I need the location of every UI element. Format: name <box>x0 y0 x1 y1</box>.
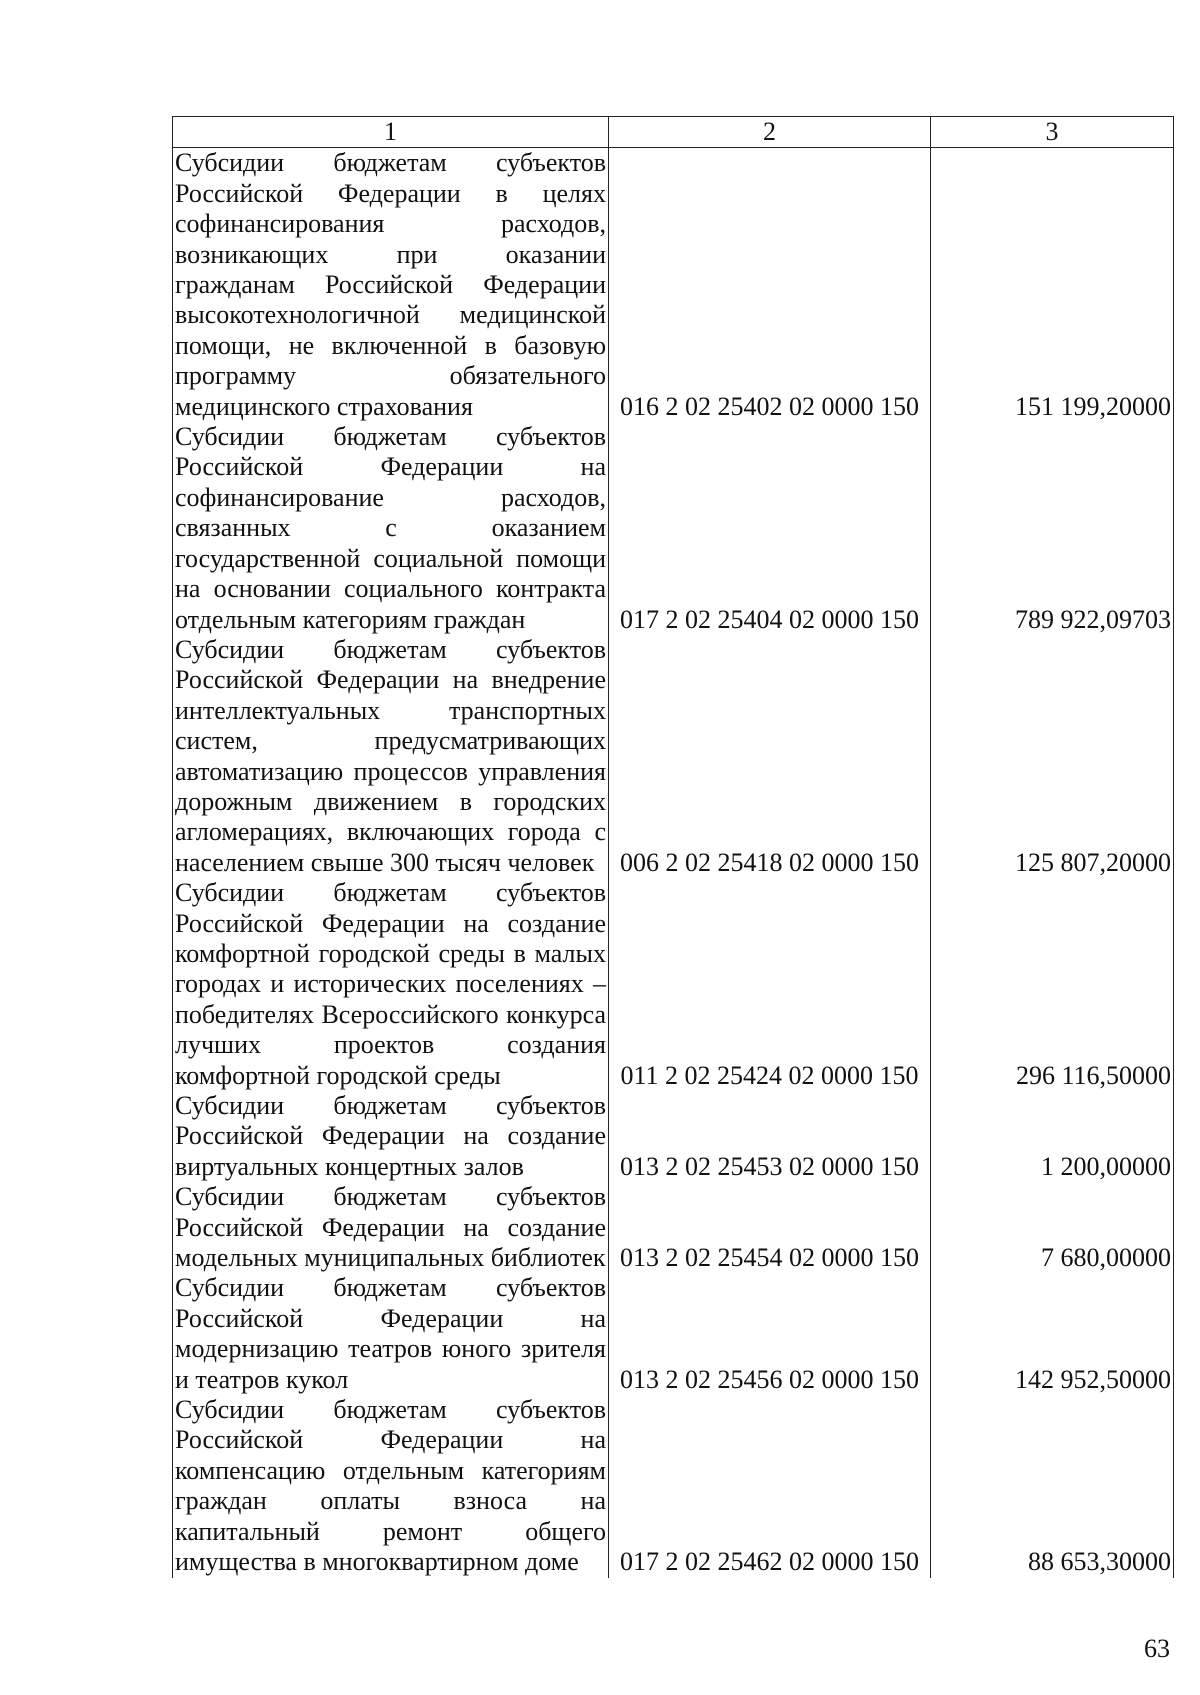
table-row <box>173 1395 1174 1577</box>
table-row <box>173 1182 1174 1273</box>
table-row <box>173 148 1174 422</box>
table-row <box>173 422 1174 635</box>
row-budget-code: 017 2 02 25462 02 0000 150 <box>609 1395 931 1577</box>
column-header-2: 2 <box>609 117 931 148</box>
page-number: 63 <box>1144 1634 1170 1663</box>
column-header-3: 3 <box>931 117 1174 148</box>
row-amount: 7 680,00000 <box>931 1182 1174 1273</box>
row-budget-code: 016 2 02 25402 02 0000 150 <box>609 148 931 422</box>
row-budget-code: 013 2 02 25454 02 0000 150 <box>609 1182 931 1273</box>
row-amount: 151 199,20000 <box>931 148 1174 422</box>
table-row <box>173 1273 1174 1395</box>
row-amount: 789 922,09703 <box>931 422 1174 635</box>
row-amount: 125 807,20000 <box>931 635 1174 878</box>
row-description: Субсидии бюджетам субъектов Российской Федерации на создание комфортной городской среды в малых городах и исторических поселениях – победителях Всероссийского конкурса лучших проектов создания комфортной городской среды <box>173 878 609 1091</box>
row-description: Субсидии бюджетам субъектов Российской Федерации на компенсацию отдельным категориям граждан оплаты взноса на капитальный ремонт общего имущества в многоквартирном доме <box>173 1395 609 1577</box>
table-row <box>173 1091 1174 1182</box>
table-header-row <box>173 117 1174 148</box>
row-budget-code: 006 2 02 25418 02 0000 150 <box>609 635 931 878</box>
row-budget-code: 017 2 02 25404 02 0000 150 <box>609 422 931 635</box>
table-row <box>173 635 1174 878</box>
row-amount: 1 200,00000 <box>931 1091 1174 1182</box>
budget-table <box>172 116 1174 1578</box>
column-header-1: 1 <box>173 117 609 148</box>
row-description: Субсидии бюджетам субъектов Российской Федерации на модернизацию театров юного зрителя и театров кукол <box>173 1273 609 1395</box>
row-budget-code: 011 2 02 25424 02 0000 150 <box>609 878 931 1091</box>
row-amount: 88 653,30000 <box>931 1395 1174 1577</box>
row-description: Субсидии бюджетам субъектов Российской Федерации на внедрение интеллектуальных транспортных систем, предусматривающих автоматизацию процессов управления дорожным движением в городских агломерациях, включающих города с населением свыше 300 тысяч человек <box>173 635 609 878</box>
row-description: Субсидии бюджетам субъектов Российской Федерации на софинансирование расходов, связанных с оказанием государственной социальной помощи на основании социального контракта отдельным категориям граждан <box>173 422 609 635</box>
row-description: Субсидии бюджетам субъектов Российской Федерации в целях софинансирования расходов, возникающих при оказании гражданам Российской Федерации высокотехнологичной медицинской помощи, не включенной в базовую программу обязательного медицинского страхования <box>173 148 609 422</box>
row-budget-code: 013 2 02 25456 02 0000 150 <box>609 1273 931 1395</box>
row-description: Субсидии бюджетам субъектов Российской Федерации на создание виртуальных концертных залов <box>173 1091 609 1182</box>
row-budget-code: 013 2 02 25453 02 0000 150 <box>609 1091 931 1182</box>
row-amount: 142 952,50000 <box>931 1273 1174 1395</box>
table-row <box>173 878 1174 1091</box>
row-description: Субсидии бюджетам субъектов Российской Федерации на создание модельных муниципальных библиотек <box>173 1182 609 1273</box>
row-amount: 296 116,50000 <box>931 878 1174 1091</box>
